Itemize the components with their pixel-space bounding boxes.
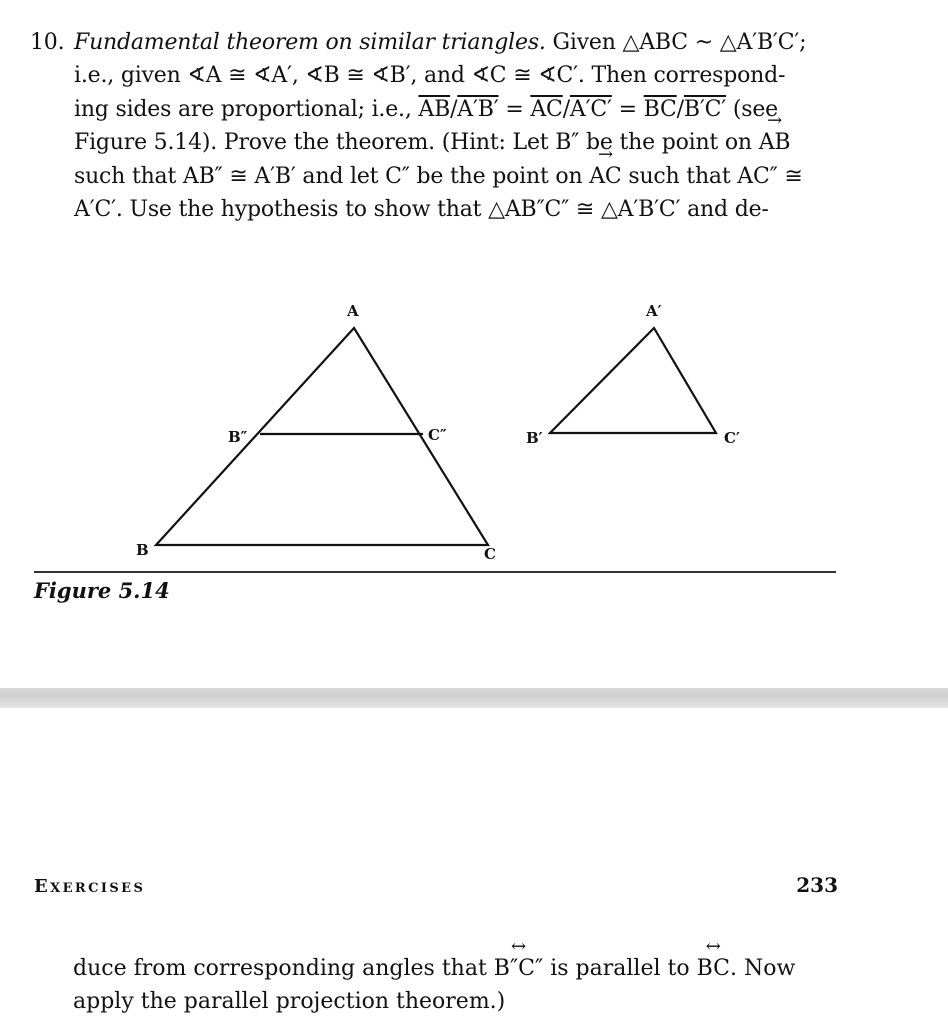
label-Ap: A′ — [646, 302, 662, 320]
label-A: A — [347, 302, 359, 320]
exercise-title: Fundamental theorem on similar triangles. — [74, 30, 546, 55]
continuation-text — [73, 952, 795, 1018]
continuation-line-2: apply the parallel projection theorem.) — [73, 989, 506, 1014]
ray-ab: → AB — [759, 126, 791, 159]
exercise-line-6: A′C′. Use the hypothesis to show that △AB″C″ ≅ △A′B′C′ and de- — [74, 196, 769, 222]
figure-rule — [34, 571, 836, 573]
page-separator — [0, 688, 948, 708]
page-number: 233 — [796, 873, 838, 897]
exercise-number: 10. — [30, 30, 65, 55]
label-C2: C″ — [428, 426, 447, 444]
label-Bp: B′ — [526, 429, 543, 447]
figure-caption: Figure 5.14 — [34, 578, 170, 603]
exercise-line-2: i.e., given ∢A ≅ ∢A′, ∢B ≅ ∢B′, and ∢C ≅ ∢C′. Then correspond- — [74, 63, 786, 89]
ray-ac: → AC — [589, 160, 621, 193]
exercise-line-3: ing sides are proportional; i.e., $\overline{AB}/A'B' = \overline{AC}/A'C' = \overline{BC}/B'C'$ (see — [74, 96, 778, 122]
line-b2c2: ↔ B″C″ — [494, 952, 543, 985]
label-B2: B″ — [228, 428, 248, 446]
exercise-line-5: such that AB″ ≅ A′B′ and let C″ be the point on → AC such that AC″ ≅ — [74, 160, 806, 193]
label-B: B — [136, 541, 149, 559]
line-bc: ↔ BC — [697, 952, 730, 985]
continuation-line-1: duce from corresponding angles that ↔ B″C″ is parallel to ↔ BC. Now — [73, 952, 795, 985]
triangle-apbpcp — [550, 328, 716, 433]
exercise-line-1: Fundamental theorem on similar triangles. Given △ABC ~ △A′B′C′; — [74, 30, 807, 55]
exercise-line-4: Figure 5.14). Prove the theorem. (Hint: Let B″ be the point on → AB — [74, 126, 806, 159]
running-head: Exercises — [34, 876, 146, 897]
label-C: C — [484, 545, 496, 563]
label-Cp: C′ — [724, 429, 740, 447]
